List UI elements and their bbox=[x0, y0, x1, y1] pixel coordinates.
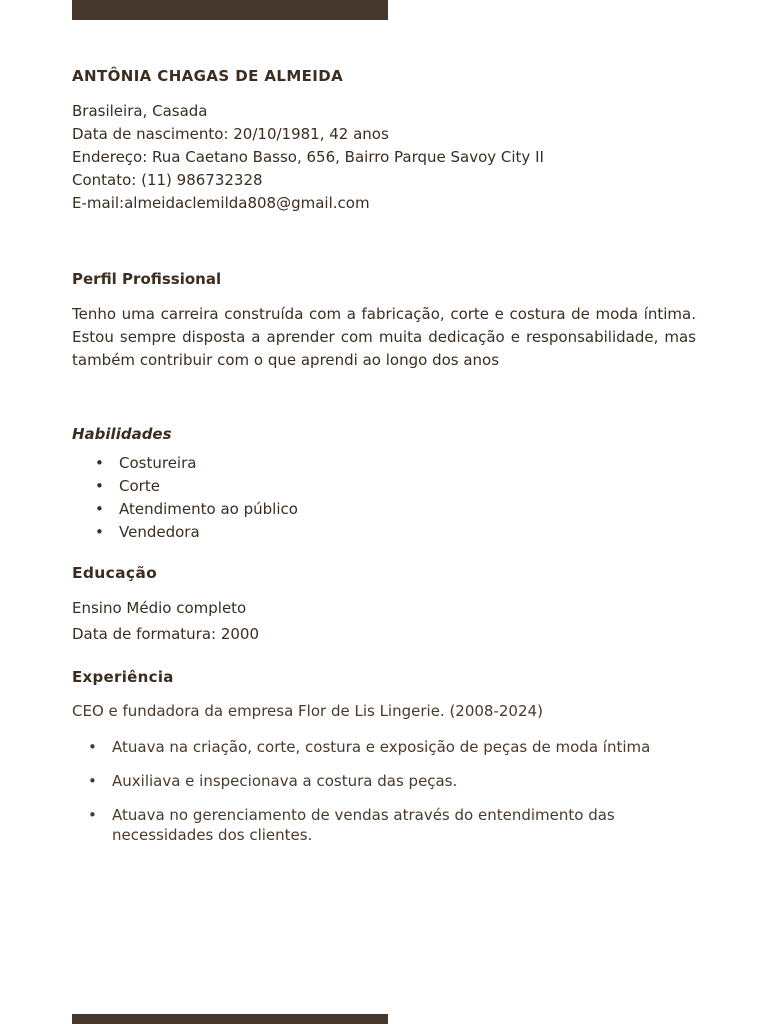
experience-item-text: Atuava na criação, corte, costura e exposição de peças de moda íntima bbox=[112, 738, 651, 756]
graduation-date: Data de formatura: 2000 bbox=[72, 625, 260, 643]
skill-label: Costureira bbox=[119, 454, 197, 472]
skill-label: Vendedora bbox=[119, 523, 200, 541]
list-item bbox=[72, 452, 298, 475]
experience-item-text: Auxiliava e inspecionava a costura das peças. bbox=[112, 772, 458, 790]
bottom-decorative-bar bbox=[72, 1014, 388, 1024]
list-item bbox=[72, 805, 672, 845]
email: E-mail:almeidaclemilda808@gmail.com bbox=[72, 194, 370, 212]
bullet-icon: • bbox=[88, 806, 97, 824]
address: Endereço: Rua Caetano Basso, 656, Bairro Parque Savoy City II bbox=[72, 148, 544, 166]
bullet-icon: • bbox=[95, 477, 104, 495]
nationality-status: Brasileira, Casada bbox=[72, 102, 208, 120]
personal-info bbox=[72, 100, 544, 215]
list-item bbox=[72, 521, 298, 544]
list-item bbox=[72, 498, 298, 521]
bullet-icon: • bbox=[88, 772, 97, 790]
phone-contact: Contato: (11) 986732328 bbox=[72, 171, 263, 189]
top-decorative-bar bbox=[72, 0, 388, 20]
skills-list bbox=[72, 452, 298, 544]
birth-date: Data de nascimento: 20/10/1981, 42 anos bbox=[72, 125, 389, 143]
skill-label: Corte bbox=[119, 477, 160, 495]
list-item bbox=[72, 771, 672, 791]
bullet-icon: • bbox=[95, 523, 104, 541]
skill-label: Atendimento ao público bbox=[119, 500, 298, 518]
profile-text: Tenho uma carreira construída com a fabricação, corte e costura de moda íntima. Estou sempre disposta a aprender com muita dedicação e responsabilidade, mas também contribuir com o que aprendi ao longo dos anos bbox=[72, 305, 696, 369]
bullet-icon: • bbox=[95, 454, 104, 472]
list-item bbox=[72, 475, 298, 498]
experience-item-text: Atuava no gerenciamento de vendas através do entendimento das necessidades dos clientes. bbox=[112, 806, 615, 844]
experience-list bbox=[72, 737, 672, 845]
experience-heading: Experiência bbox=[72, 668, 174, 686]
education-heading: Educação bbox=[72, 564, 158, 582]
candidate-name: ANTÔNIA CHAGAS DE ALMEIDA bbox=[72, 67, 344, 85]
education-degree: Ensino Médio completo bbox=[72, 599, 247, 617]
profile-heading: Perfil Profissional bbox=[72, 270, 222, 288]
experience-role: CEO e fundadora da empresa Flor de Lis Lingerie. (2008-2024) bbox=[72, 702, 543, 720]
bullet-icon: • bbox=[88, 738, 97, 756]
list-item bbox=[72, 737, 672, 757]
skills-heading: Habilidades bbox=[72, 425, 172, 443]
bullet-icon: • bbox=[95, 500, 104, 518]
